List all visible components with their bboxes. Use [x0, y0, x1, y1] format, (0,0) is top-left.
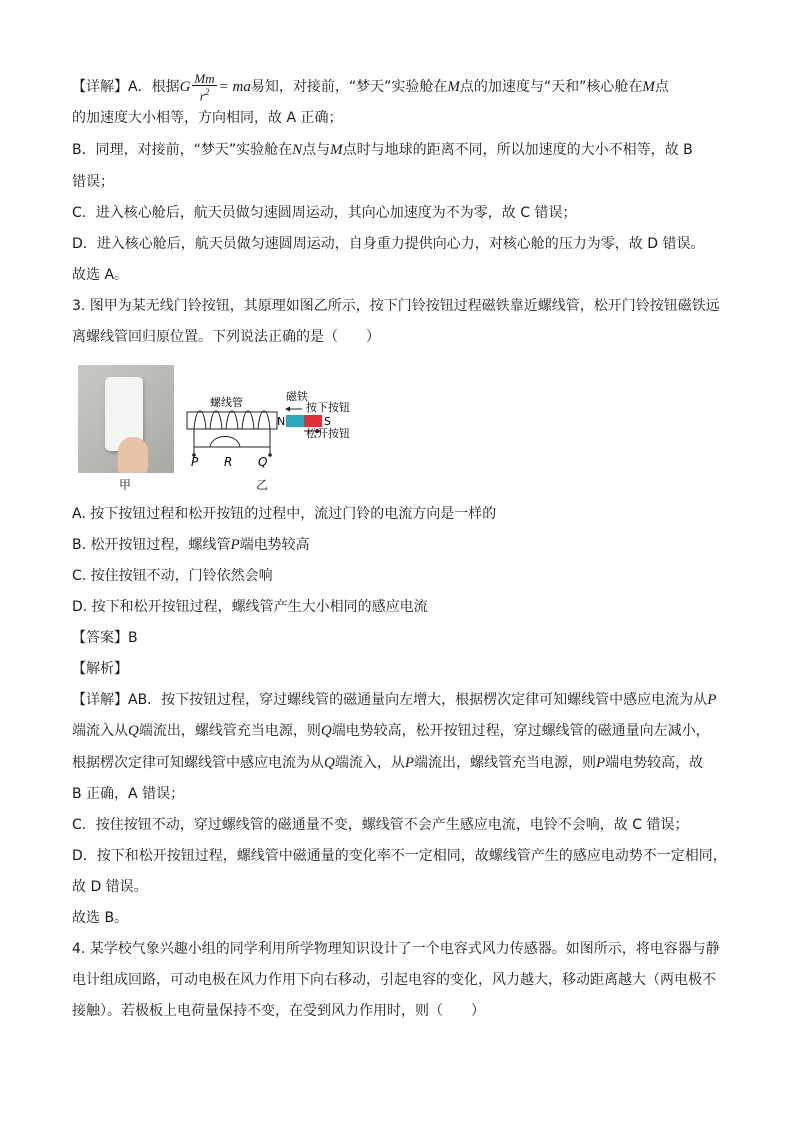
p1-line-2: 的加速度大小相等，方向相同，故 A 正确； — [72, 110, 343, 126]
label-s: S — [324, 415, 331, 428]
p1-line-3: B．同理，对接前，“梦天”实验舱在N点与M点时与地球的距离不同，所以加速度的大小不相等，故 B — [72, 142, 693, 158]
q4-line-1: 4. 某学校气象兴趣小组的同学利用所学物理知识设计了一个电容式风力传感器。如图所示，将电容器与静 — [72, 941, 720, 957]
q3-stem-1: 3. 图甲为某无线门铃按钮，其原理如图乙所示，按下门铃按钮过程磁铁靠近螺线管，松开门铃按钮磁铁远 — [72, 298, 720, 314]
q4-line-3: 接触）。若极板上电荷量保持不变，在受到风力作用时，则（ ） — [72, 1003, 485, 1019]
label-r: R — [224, 455, 233, 469]
solenoid-core — [187, 412, 277, 429]
formula-fraction: $\frac{Mm}{r^2}$ — [194, 71, 215, 104]
doorbell-photo — [78, 365, 174, 473]
option-b: B. 松开按钮过程，螺线管P端电势较高 — [72, 537, 310, 553]
q4-line-2: 电计组成回路，可动电极在风力作用下向右移动，引起电容的变化，风力越大，移动距离越大（两电极不 — [72, 972, 716, 988]
explain-line-7: 故 D 错误。 — [72, 879, 148, 895]
label-p: P — [191, 455, 199, 469]
p1-line-6: D．进入核心舱后，航天员做匀速圆周运动，自身重力提供向心力，对核心舱的压力为零，故 D 错误。 — [72, 236, 705, 252]
magnet-s-pole — [304, 415, 322, 427]
label-solenoid: 螺线管 — [210, 396, 243, 409]
label-magnet: 磁铁 — [286, 390, 308, 403]
explain-line-3: 根据楞次定律可知螺线管中感应电流为从Q端流入，从P端流出，螺线管充当电源，则P端电势较高，故 — [72, 755, 704, 771]
q3-stem-2: 离螺线管回归原位置。下列说法正确的是（ ） — [72, 329, 380, 345]
p1-line-1: 【详解】A．根据G $\frac{Mm}{r^2}$ = ma易知，对接前，“梦天”实验舱在M点的加速度与“天和”核心舱在M点 — [72, 71, 669, 104]
p1-line-4: 错误； — [72, 174, 114, 190]
label-n: N — [277, 415, 286, 428]
option-c: C. 按住按钮不动，门铃依然会响 — [72, 568, 273, 584]
solenoid-coil — [194, 411, 270, 429]
explain-line-5: C．按住按钮不动，穿过螺线管的磁通量不变，螺线管不会产生感应电流，电铃不会响，故 C 错误； — [72, 817, 689, 833]
explain-line-1: 【详解】AB．按下按钮过程，穿过螺线管的磁通量向左增大，根据楞次定律可知螺线管中感应电流为从P — [72, 692, 717, 708]
detail-tag: 【详解】 — [72, 79, 128, 96]
circuit-diagram — [182, 385, 362, 485]
caption-jia: 甲 — [119, 478, 132, 492]
label-q: Q — [258, 455, 268, 469]
bell-resistor — [210, 437, 240, 448]
label-release: 松开按钮 — [306, 427, 350, 440]
option-d: D. 按下和松开按钮过程，螺线管产生大小相同的感应电流 — [72, 599, 428, 615]
caption-yi: 乙 — [256, 478, 269, 492]
explain-line-6: D．按下和松开按钮过程，螺线管中磁通量的变化率不一定相同，故螺线管产生的感应电动势不一定相同， — [72, 848, 727, 864]
label-press: 按下按钮 — [306, 401, 350, 414]
answer-label: 【答案】B — [72, 630, 138, 646]
explain-line-4: B 正确，A 错误； — [72, 786, 185, 802]
option-a: A. 按下按钮过程和松开按钮的过程中，流过门铃的电流方向是一样的 — [72, 506, 497, 522]
p1-line-7: 故选 A。 — [72, 267, 129, 283]
p1-line-5: C．进入核心舱后，航天员做匀速圆周运动，其向心加速度为不为零，故 C 错误； — [72, 205, 577, 221]
explain-line-2: 端流入从Q端流出，螺线管充当电源，则Q端电势较高，松开按钮过程，穿过螺线管的磁通量向左减小， — [72, 723, 710, 739]
magnet-n-pole — [286, 415, 304, 427]
finger-shape — [118, 437, 148, 473]
select-b: 故选 B。 — [72, 910, 129, 926]
analysis-label: 【解析】 — [72, 661, 128, 677]
